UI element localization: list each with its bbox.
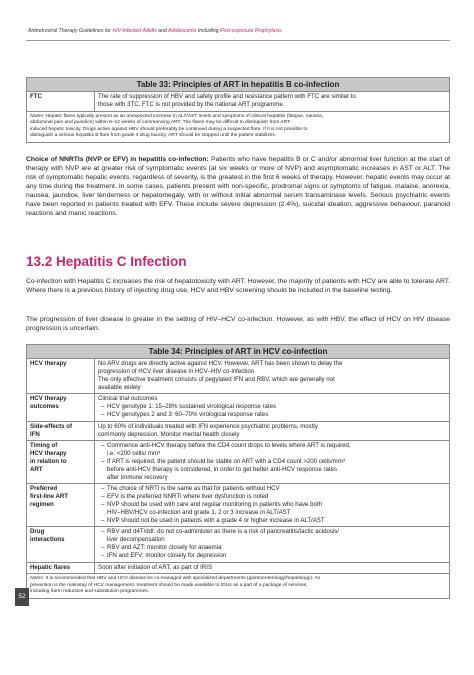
table-row — [27, 359, 450, 394]
hcv-paragraph-1: Co-infection with Hepatitis C increases the risk of hepatotoxicity with ART. However, the majority of patients with HCV are able to tolerate ART. Where there is a previous history of injecting drug use, HCV and HBV screening should be included in the baseline testing. — [26, 278, 450, 295]
table-34-title: Table 34: Principles of ART in HCV co-infection — [27, 345, 450, 359]
row-label: HCV therapy — [27, 359, 95, 394]
table-34-hcv — [26, 344, 450, 599]
table-33-hepatitis-b — [26, 77, 450, 143]
table-row — [27, 527, 450, 562]
nnrti-choice-paragraph: Choice of NNRTIs (NVP or EFV) in hepatitis co-infection: Patients who have hepatitis B or C and/or abnormal liver function at the start of therapy with NVP are at greater risk of symptomatic events (at six weeks or more of NVP) and asymptomatic increases in AST or ALT. The risk of symptomatic hepatic events, regardless of severity, is the greatest in the first 6 weeks of therapy. However, hepatic events may occur at any time during the treatment. In some cases, patients present with non-specific, prodromal signs or symptoms of fatigue, malaise, anorexia, nausea, jaundice, liver tenderness or hepatomegaly, with or without initial abnormal serum transaminase levels. Serious psychiatric events have been reported in patients treated with EFV. These include severe depression (2.4%), suicidal ideation, aggressive behaviour, paranoid reactions and manic reactions. — [26, 156, 450, 218]
row-label: Preferred first-line ART regimen — [27, 484, 95, 527]
table-row — [27, 441, 450, 484]
row-content: Clinical trial outcomes – HCV genotype 1: 15–28% sustained virological response rates – HCV genotypes 2 and 3: 60–70% virological response rates — [95, 394, 450, 421]
page-number: 52 — [15, 588, 29, 606]
table-34-notes: Notes: It is recommended that HBV and HCV disease be co-managed with specialized departments (gastroenterology/hepatology). As prevention is the mainstay of HCV management, treatment should be made available to IDUs as a part of a package of services, including harm reduction and substitution programmes. — [27, 574, 450, 599]
row-label: HCV therapy outcomes — [27, 394, 95, 421]
table-row — [27, 421, 450, 441]
row-content: No ARV drugs are directly active against HCV. However, ART has been shown to delay the progression of HCV liver disease in HCV–HIV co-infection The only effective treatment consists of pegylated IFN and RBV, which are generally not available widely — [95, 359, 450, 394]
table-row — [27, 484, 450, 527]
table-33-title: Table 33: Principles of ART in hepatitis B co-infection — [27, 78, 450, 92]
row-content: – RBV and d4T/ddI: do not co-administer as there is a risk of pancreatitis/lactic acidosis/ liver decompensation – RBV and AZT: monitor closely for anaemia – IFN and EFV: monitor closely for depression — [95, 527, 450, 562]
row-label: Timing of HCV therapy in relation to ART — [27, 441, 95, 484]
table-row — [27, 562, 450, 574]
row-label: Drug interactions — [27, 527, 95, 562]
section-heading-hepatitis-c: 13.2 Hepatitis C Infection — [26, 254, 187, 269]
header-rule — [26, 40, 450, 41]
running-header: Antiretroviral Therapy Guidelines for HIV-Infected Adults and Adolescents Including Post-exposure Prophylaxis — [28, 28, 282, 34]
table-row — [27, 92, 450, 112]
row-label: Side-effects of IFN — [27, 421, 95, 441]
row-content: Soon after initiation of ART, as part of IRIS — [95, 562, 450, 574]
hcv-paragraph-2: The progression of liver disease is greater in the setting of HIV–HCV co-infection. However, as with HBV, the effect of HCV on HIV disease progression is uncertain. — [26, 316, 450, 333]
row-label: Hepatic flares — [27, 562, 95, 574]
row-content: – Commence anti-HCV therapy before the CD4 count drops to levels where ART is required, i.e. <200 cells/ mm³ – If ART is required, the patient should be stable on ART with a CD4 count >200 cells/mm³ before anti-HCV therapy is considered, in order to get better anti-HCV response rates after immune recovery — [95, 441, 450, 484]
table-row — [27, 394, 450, 421]
table-33-notes: Notes: Hepatic flares typically present as an unexpected increase in ALT/AST levels and symptoms of clinical hepatitis (fatigue, nausea, abdominal pain and jaundice) within 6–12 weeks of commencing ART. The flares may be difficult to distinguish from ART- induced hepatic toxicity. Drugs active against HBV should preferably be continued during a suspected flare. If it is not possible to distinguish a serious hepatitis B flare from grade 4 drug toxicity, ART should be stopped until the patient stabilizes. — [27, 111, 450, 143]
row-content: Up to 60% of individuals treated with IFN experience psychiatric problems, mostly commonly depression. Monitor mental health closely — [95, 421, 450, 441]
row-content: The rate of suppression of HBV and safety profile and resistance pattern with FTC are similar to those with 3TC. FTC is not provided by the national ART programme. — [95, 92, 450, 112]
row-label: FTC — [27, 92, 95, 112]
row-content: – The choice of NRTI is the same as that for patients without HCV – EFV is the preferred NNRTI where liver dysfunction is noted – NVP should be used with care and regular monitoring in patients who have both HIV–HBV/HCV co-infection and grade 1, 2 or 3 increase in ALT/AST – NVP should not be used in patients with a grade 4 or higher increase in ALT/AST — [95, 484, 450, 527]
